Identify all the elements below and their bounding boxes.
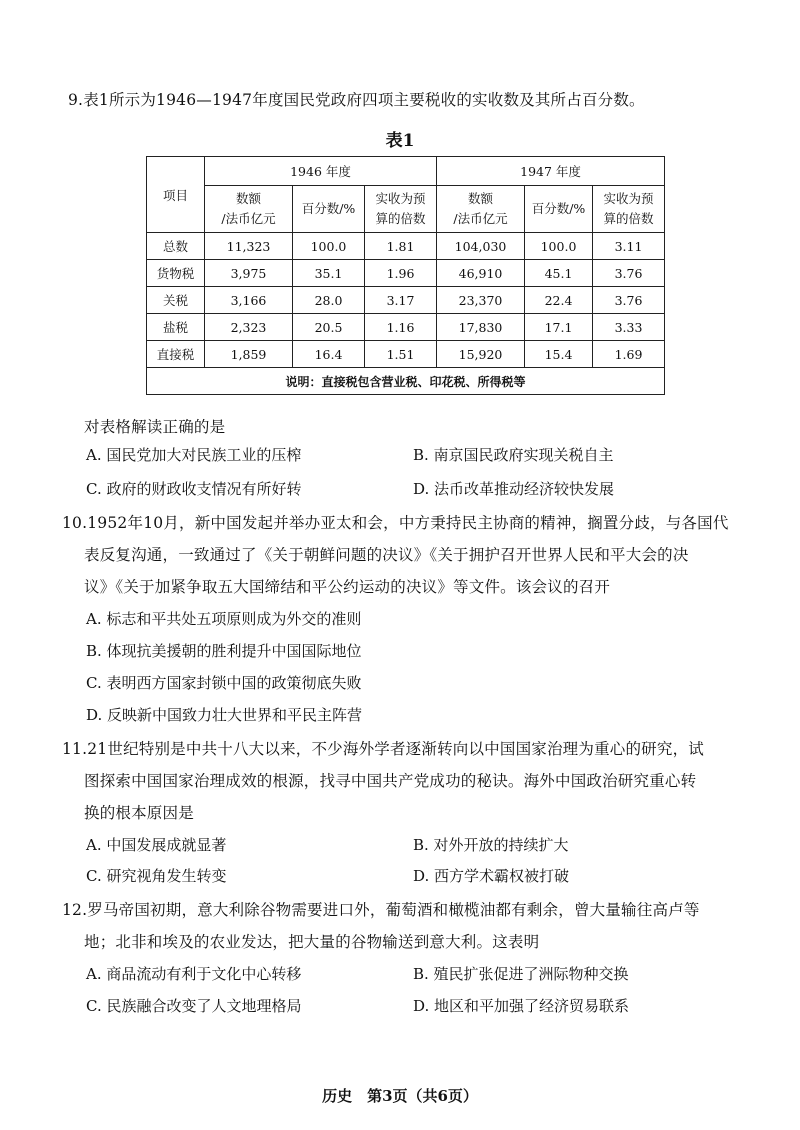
q12-option-a[interactable]: A. 商品流动有利于文化中心转移 — [86, 965, 302, 983]
page-footer: 历史 第3页（共6页） — [322, 1087, 478, 1105]
q9-stem: 9.表1所示为1946—1947年度国民党政府四项主要税收的实收数及其所占百分数。 — [68, 91, 645, 109]
q10-option-d[interactable]: D. 反映新中国致力壮大世界和平民主阵营 — [86, 706, 363, 724]
tax-table — [146, 156, 665, 395]
table-row: 关税 3,166 28.0 3.17 23,370 22.4 3.76 — [147, 287, 665, 314]
q12-stem-line-2: 地；北非和埃及的农业发达，把大量的谷物输送到意大利。这表明 — [84, 933, 540, 951]
table-row: 直接税 1,859 16.4 1.51 15,920 15.4 1.69 — [147, 341, 665, 368]
table-note: 说明：直接税包含营业税、印花税、所得税等 — [147, 368, 665, 395]
subheader-amount-1947: 数额 /法币亿元 — [437, 186, 525, 233]
q9-option-a[interactable]: A. 国民党加大对民族工业的压榨 — [86, 446, 302, 464]
q11-option-b[interactable]: B. 对外开放的持续扩大 — [413, 836, 569, 854]
q9-question: 对表格解读正确的是 — [84, 418, 226, 436]
q11-stem-line-3: 换的根本原因是 — [84, 804, 194, 822]
q11-stem-line-1: 11.21世纪特别是中共十八大以来，不少海外学者逐渐转向以中国国家治理为重心的研究，试 — [62, 740, 704, 758]
header-item: 项目 — [147, 157, 205, 233]
q10-stem-line-1: 10.1952年10月，新中国发起并举办亚太和会，中方秉持民主协商的精神，搁置分歧，与各国代 — [62, 514, 729, 532]
q11-option-a[interactable]: A. 中国发展成就显著 — [86, 836, 227, 854]
q11-option-d[interactable]: D. 西方学术霸权被打破 — [413, 867, 570, 885]
subheader-ratio-1947: 实收为预 算的倍数 — [593, 186, 665, 233]
q9-option-b[interactable]: B. 南京国民政府实现关税自主 — [413, 446, 614, 464]
table-row: 盐税 2,323 20.5 1.16 17,830 17.1 3.33 — [147, 314, 665, 341]
q10-stem-line-3: 议》《关于加紧争取五大国缔结和平公约运动的决议》等文件。该会议的召开 — [84, 578, 611, 596]
table-row: 总数 11,323 100.0 1.81 104,030 100.0 3.11 — [147, 233, 665, 260]
subheader-percent-1946: 百分数/% — [293, 186, 365, 233]
table-title: 表1 — [385, 131, 415, 151]
subheader-ratio-1946: 实收为预 算的倍数 — [365, 186, 437, 233]
q10-stem-line-2: 表反复沟通，一致通过了《关于朝鲜问题的决议》《关于拥护召开世界人民和平大会的决 — [84, 546, 689, 564]
q12-option-b[interactable]: B. 殖民扩张促进了洲际物种交换 — [413, 965, 629, 983]
q10-option-b[interactable]: B. 体现抗美援朝的胜利提升中国国际地位 — [86, 642, 362, 660]
header-year-1946: 1946 年度 — [205, 157, 437, 186]
q12-stem-line-1: 12.罗马帝国初期，意大利除谷物需要进口外，葡萄酒和橄榄油都有剩余，曾大量输往高卢等 — [62, 901, 700, 919]
q10-option-c[interactable]: C. 表明西方国家封锁中国的政策彻底失败 — [86, 674, 362, 692]
table-row: 货物税 3,975 35.1 1.96 46,910 45.1 3.76 — [147, 260, 665, 287]
q11-stem-line-2: 图探索中国国家治理成效的根源，找寻中国共产党成功的秘诀。海外中国政治研究重心转 — [84, 772, 697, 790]
q9-option-d[interactable]: D. 法币改革推动经济较快发展 — [413, 480, 615, 498]
q10-option-a[interactable]: A. 标志和平共处五项原则成为外交的准则 — [86, 610, 362, 628]
subheader-amount-1946: 数额 /法币亿元 — [205, 186, 293, 233]
q11-option-c[interactable]: C. 研究视角发生转变 — [86, 867, 227, 885]
q12-option-d[interactable]: D. 地区和平加强了经济贸易联系 — [413, 997, 630, 1015]
header-year-1947: 1947 年度 — [437, 157, 665, 186]
subheader-percent-1947: 百分数/% — [525, 186, 593, 233]
q9-option-c[interactable]: C. 政府的财政收支情况有所好转 — [86, 480, 302, 498]
q12-option-c[interactable]: C. 民族融合改变了人文地理格局 — [86, 997, 302, 1015]
